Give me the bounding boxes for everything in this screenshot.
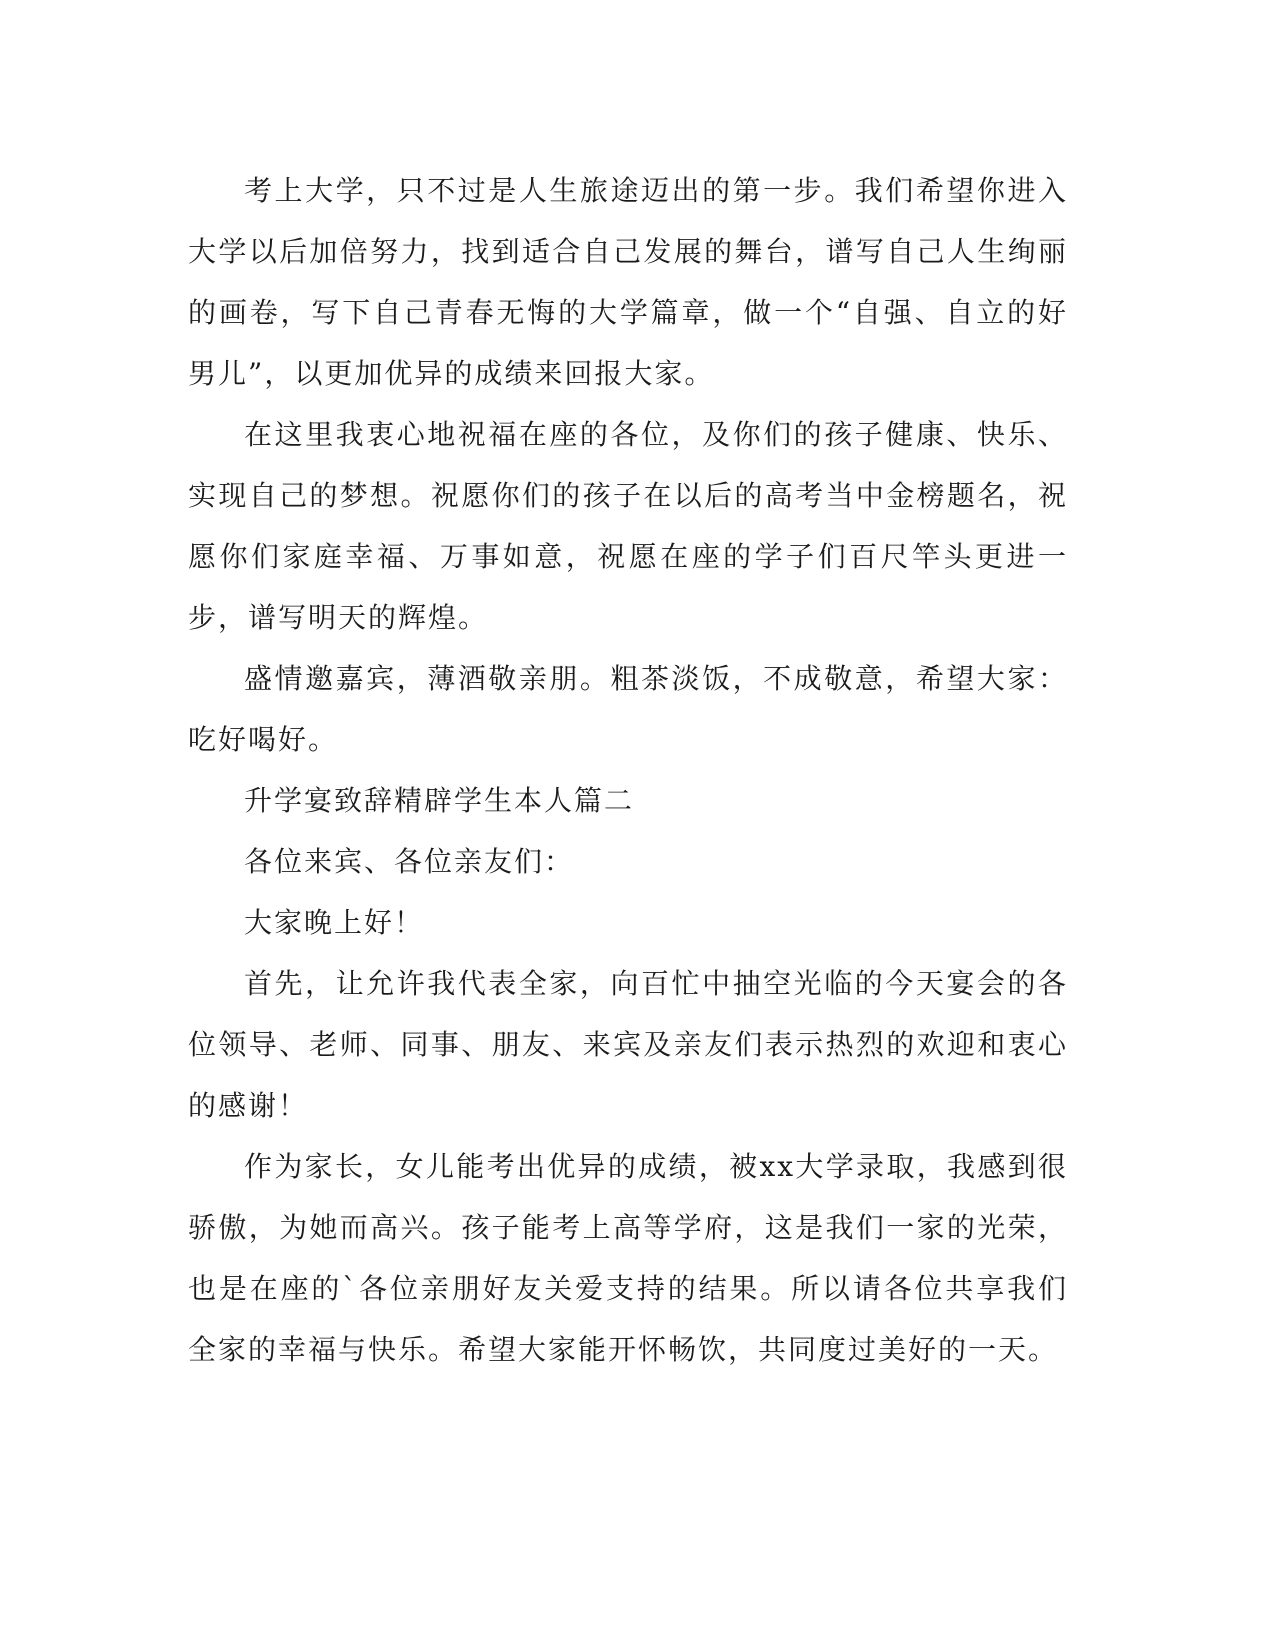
paragraph-2: 在这里我衷心地祝福在座的各位，及你们的孩子健康、快乐、实现自己的梦想。祝愿你们的孩子在以后的高考当中金榜题名，祝愿你们家庭幸福、万事如意，祝愿在座的学子们百尺竿头更进一步，谱写明天的辉煌。 [188,418,1068,634]
section-heading: 升学宴致辞精辟学生本人篇二 [244,784,635,817]
paragraph-7: 首先，让允许我代表全家，向百忙中抽空光临的今天宴会的各位领导、老师、同事、朋友、来宾及亲友们表示热烈的欢迎和衷心的感谢！ [188,967,1068,1122]
paragraph-1: 考上大学，只不过是人生旅途迈出的第一步。我们希望你进入大学以后加倍努力，找到适合自己发展的舞台，谱写自己人生绚丽的画卷，写下自己青春无悔的大学篇章，做一个“自强、自立的好男儿”，以更加优异的成绩来回报大家。 [188,174,1068,390]
salutation: 各位来宾、各位亲友们： [244,845,575,878]
paragraph-3: 盛情邀嘉宾，薄酒敬亲朋。粗茶淡饭，不成敬意，希望大家：吃好喝好。 [188,662,1068,756]
greeting: 大家晚上好！ [244,906,425,939]
document-body [188,160,1068,1380]
paragraph-8: 作为家长，女儿能考出优异的成绩，被xx大学录取，我感到很骄傲，为她而高兴。孩子能考上高等学府，这是我们一家的光荣，也是在座的`各位亲朋好友关爱支持的结果。所以请各位共享我们全家的幸福与快乐。希望大家能开怀畅饮，共同度过美好的一天。 [188,1150,1068,1366]
